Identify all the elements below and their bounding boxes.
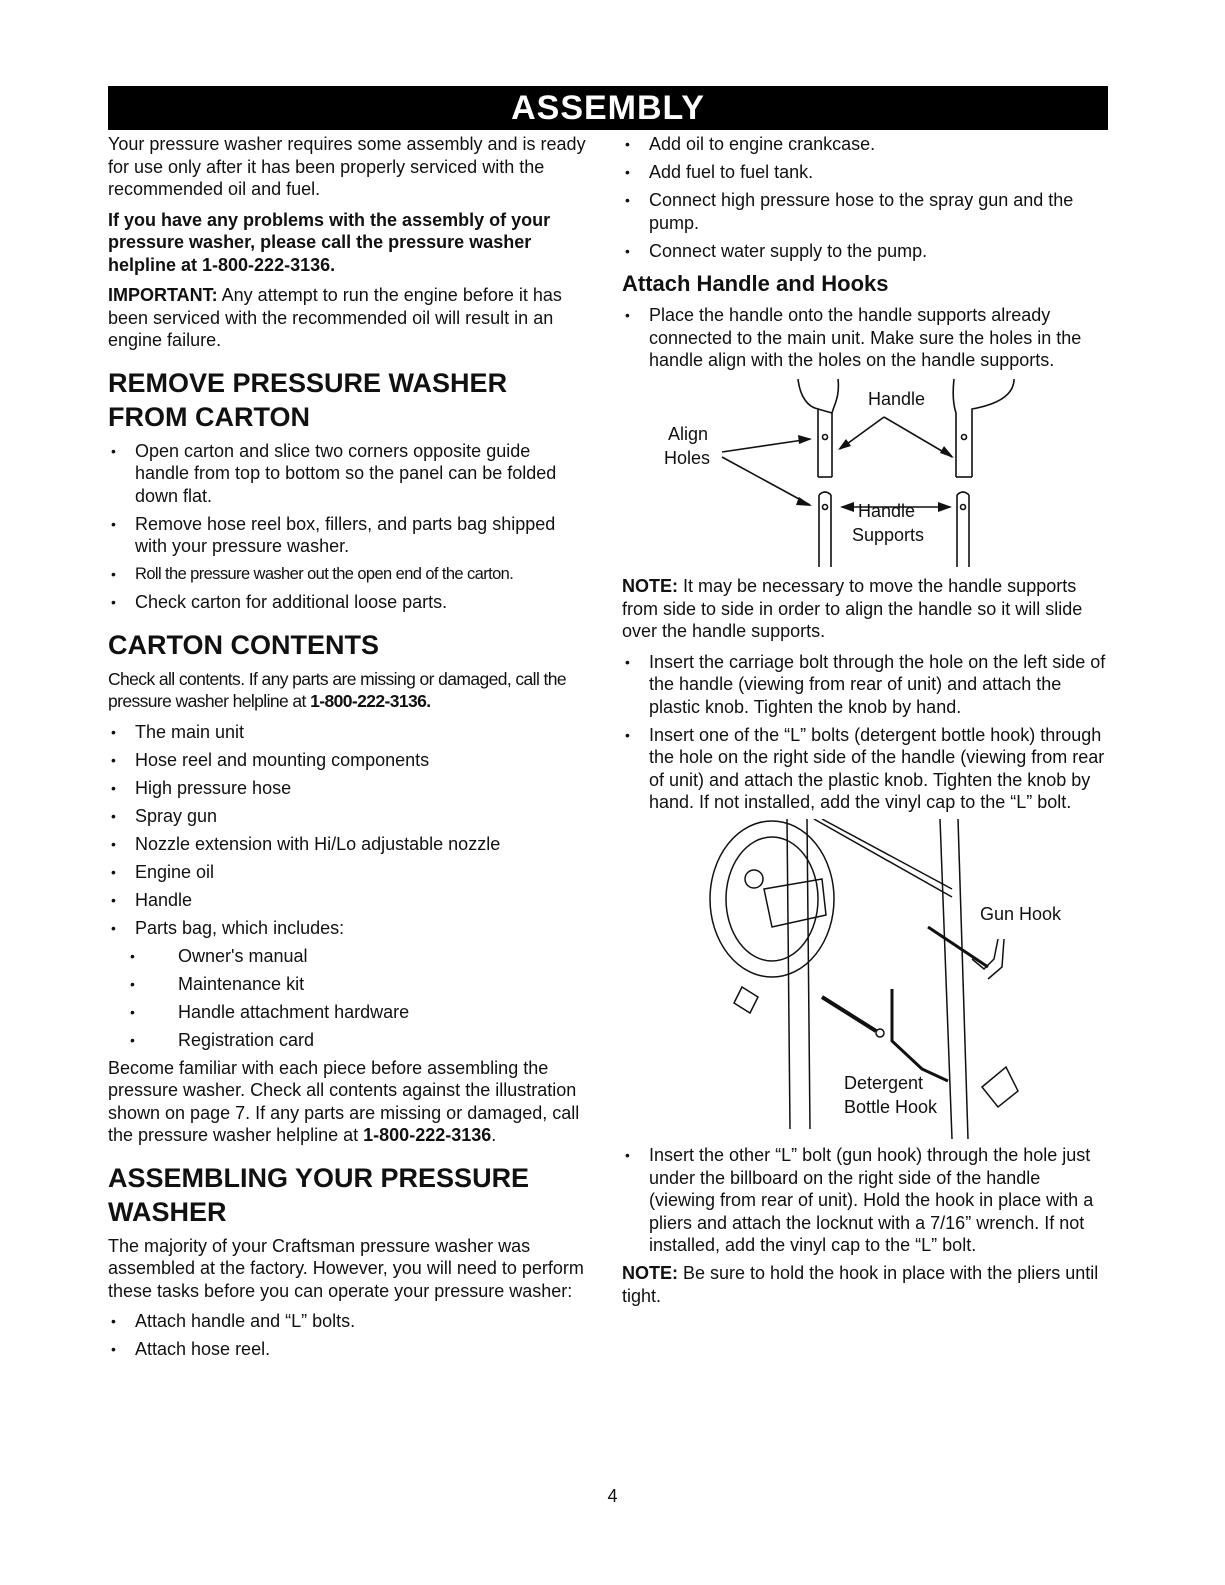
detergent-label-2: Bottle Hook xyxy=(844,1097,938,1117)
list-item: • Place the handle onto the handle supports already connected to the main unit. Make sure the holes in the handle align with the holes on the handle supports. xyxy=(622,304,1108,372)
list-item: • Hose reel and mounting components xyxy=(108,749,588,772)
familiar-paragraph xyxy=(108,1057,588,1147)
list-item: • Engine oil xyxy=(108,861,588,884)
list-item: • Add fuel to fuel tank. xyxy=(622,161,1108,184)
detergent-label-1: Detergent xyxy=(844,1073,924,1093)
important-text: Any attempt to run the engine before it has been serviced with the recommended oil will result in an engine failure. xyxy=(108,285,562,350)
gun-hook-label: Gun Hook xyxy=(980,904,1062,924)
page-number: 4 xyxy=(607,1486,618,1506)
supports-label-1: Handle xyxy=(858,501,916,521)
align-label-2: Holes xyxy=(664,448,711,468)
note1-label: NOTE: xyxy=(622,576,678,596)
assembling-list xyxy=(108,1310,588,1361)
right-handle-tube xyxy=(940,819,952,1139)
intro-paragraph: Your pressure washer requires some assembly and is ready for use only after it has been properly serviced with the recommended oil and fuel. xyxy=(108,134,586,199)
list-item: • Maintenance kit xyxy=(108,973,588,996)
handle-label: Handle xyxy=(868,389,926,409)
list-item: • Spray gun xyxy=(108,805,588,828)
list-item: • Insert the carriage bolt through the hole on the left side of the handle (viewing from rear of unit) and attach the plastic knob. Tighten the knob by hand. xyxy=(622,651,1108,719)
important-paragraph xyxy=(108,284,588,352)
list-item: • Add oil to engine crankcase. xyxy=(622,133,1108,156)
parts-bag-list xyxy=(108,945,588,1052)
helpline-note: If you have any problems with the assembly of your pressure washer, please call the pressure washer helpline at 1-800-222-3136. xyxy=(108,209,551,275)
list-item: • Registration card xyxy=(108,1029,588,1052)
note2-label: NOTE: xyxy=(622,1263,678,1283)
list-item: • Nozzle extension with Hi/Lo adjustable nozzle xyxy=(108,833,588,856)
familiar-end: . xyxy=(491,1125,497,1145)
list-item: • Handle attachment hardware xyxy=(108,1001,588,1024)
assembling-intro: The majority of your Craftsman pressure washer was assembled at the factory. However, you will need to perform these tasks before you can operate your pressure washer: xyxy=(108,1235,584,1301)
hooks-illustration xyxy=(622,819,1108,1144)
important-label: IMPORTANT: xyxy=(108,285,218,305)
note2-text: Be sure to hold the hook in place with the pliers until tight. xyxy=(622,1263,1099,1306)
assembling-heading: ASSEMBLING YOUR PRESSURE WASHER xyxy=(108,1162,530,1227)
note1-paragraph xyxy=(622,575,1108,643)
note1-text: It may be necessary to move the handle supports from side to side in order to align the handle so it will slide over the handle supports. xyxy=(622,576,1083,641)
hose-reel-disk xyxy=(710,821,834,977)
remove-list xyxy=(108,440,588,614)
supports-label-2: Supports xyxy=(852,525,925,545)
left-handle-tube xyxy=(798,379,818,477)
list-item: • Owner's manual xyxy=(108,945,588,968)
attach-list xyxy=(622,304,1108,372)
list-item: • Handle xyxy=(108,889,588,912)
list-item: • Insert the other “L” bolt (gun hook) through the hole just under the billboard on the right side of the handle (viewing from rear of unit). Hold the hook in place with a pliers and attach the locknut with a 7/16” wrench. If not installed, add the vinyl cap to the “L” bolt. xyxy=(622,1144,1108,1257)
contents-intro xyxy=(108,668,588,713)
task-list xyxy=(622,133,1108,262)
list-item: • Open carton and slice two corners opposite guide handle from top to bottom so the panel can be folded down flat. xyxy=(108,440,588,508)
list-item: • Attach hose reel. xyxy=(108,1338,588,1361)
contents-list xyxy=(108,721,588,940)
contents-intro-text: Check all contents. If any parts are missing or damaged, call the pressure washer helpline at xyxy=(108,668,567,711)
list-item: • Connect high pressure hose to the spray gun and the pump. xyxy=(622,189,1108,234)
list-item: • Insert one of the “L” bolts (detergent bottle hook) through the hole on the right side of the handle (viewing from rear of unit) and attach the plastic knob. Tighten the knob by hand. If not installed, add the vinyl cap to the “L” bolt. xyxy=(622,724,1108,814)
remove-heading: REMOVE PRESSURE WASHER FROM CARTON xyxy=(108,367,508,432)
list-item: • The main unit xyxy=(108,721,588,744)
right-column xyxy=(622,133,1108,1315)
list-item: • Connect water supply to the pump. xyxy=(622,240,1108,263)
list-item: • Check carton for additional loose parts. xyxy=(108,591,588,614)
bolt-list xyxy=(622,651,1108,814)
section-banner: ASSEMBLY xyxy=(108,86,1108,130)
familiar-phone: 1-800-222-3136 xyxy=(363,1125,492,1145)
gun-hook-list xyxy=(622,1144,1108,1257)
attach-heading: Attach Handle and Hooks xyxy=(622,271,889,296)
align-label-1: Align xyxy=(668,424,709,444)
note2-paragraph xyxy=(622,1262,1108,1307)
familiar-text: Become familiar with each piece before assembling the pressure washer. Check all contents against the illustration shown on page 7. If any parts are missing or damaged, call the pressure washer helpline at xyxy=(108,1057,580,1145)
handle-supports-illustration xyxy=(622,377,1108,567)
list-item: • Roll the pressure washer out the open end of the carton. xyxy=(108,563,588,586)
list-item: • Parts bag, which includes: xyxy=(108,917,588,940)
list-item: • Remove hose reel box, fillers, and parts bag shipped with your pressure washer. xyxy=(108,513,588,558)
right-handle-tube xyxy=(953,379,956,477)
contents-heading: CARTON CONTENTS xyxy=(108,629,380,660)
list-item: • High pressure hose xyxy=(108,777,588,800)
list-item: • Attach handle and “L” bolts. xyxy=(108,1310,588,1333)
contents-phone: 1-800-222-3136. xyxy=(310,691,431,711)
left-column xyxy=(108,133,588,1366)
